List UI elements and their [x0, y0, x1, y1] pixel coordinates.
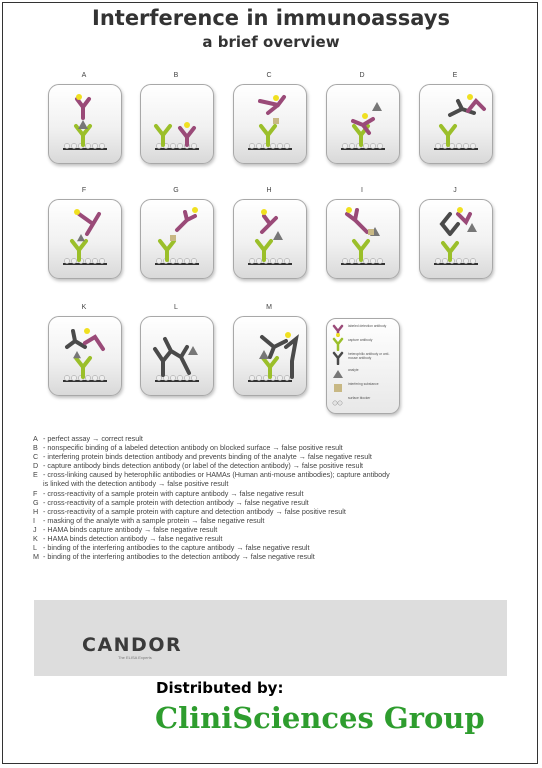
assay-panel [326, 199, 400, 279]
assay-illustration [234, 200, 306, 278]
assay-illustration [49, 200, 121, 278]
legend-item [331, 381, 397, 393]
description-text: - interfering protein binds detection antibody and prevents binding of the analyte → false negative result [43, 452, 372, 462]
distributed-by-label: Distributed by: [156, 679, 284, 697]
legend-item [331, 323, 397, 335]
description-key: F [33, 488, 38, 498]
description-item [33, 534, 513, 543]
panel-label: K [81, 304, 87, 311]
assay-illustration [420, 85, 492, 163]
description-item [33, 525, 513, 534]
panel-label: I [361, 187, 363, 194]
description-text: - cross-reactivity of a sample protein with capture and detection antibody → false positive result [43, 506, 346, 516]
description-item [33, 498, 513, 507]
description-item [33, 543, 513, 552]
assay-illustration [49, 85, 121, 163]
description-text: - binding of the interfering antibodies to the capture antibody → false negative result [43, 543, 310, 553]
assay-panel [140, 84, 214, 164]
description-text: - HAMA binds detection antibody → false negative result [43, 534, 223, 544]
description-key [33, 479, 43, 488]
description-key: K [33, 534, 38, 544]
panel-label: J [453, 187, 457, 194]
heterophilic-antibody-icon [331, 351, 345, 365]
assay-illustration [327, 200, 399, 278]
description-text: - nonspecific binding of a labeled detection antibody on blocked surface → false positive result [43, 443, 343, 453]
description-item [33, 461, 513, 470]
legend-label: interfering substance [348, 382, 379, 386]
legend-item [331, 337, 397, 349]
assay-panel [140, 199, 214, 279]
legend [326, 318, 400, 414]
page-title: Interference in immunoassays [92, 6, 450, 30]
description-key: E [33, 470, 38, 480]
assay-illustration [327, 85, 399, 163]
assay-panel [48, 316, 122, 396]
assay-illustration [49, 317, 121, 395]
assay-panel [326, 84, 400, 164]
legend-item [331, 351, 397, 363]
description-item [33, 507, 513, 516]
legend-label: surface blocker [348, 396, 371, 400]
description-key: M [33, 552, 39, 562]
surface-blocker-icon [331, 396, 345, 408]
description-item [33, 470, 513, 479]
page-subtitle: a brief overview [202, 33, 340, 51]
description-text: is linked with the detection antibody → false positive result [43, 479, 229, 489]
legend-label: heterophilic antibody or anti-mouse antibody [348, 352, 390, 360]
legend-label: analyte [348, 368, 359, 372]
assay-panel [233, 84, 307, 164]
assay-illustration [420, 200, 492, 278]
description-item [33, 552, 513, 561]
assay-illustration [141, 317, 213, 395]
assay-panel [48, 84, 122, 164]
distributor-logo: CliniSciences Group [155, 701, 485, 735]
description-text: - masking of the analyte with a sample protein → false negative result [43, 515, 265, 525]
description-item [33, 443, 513, 452]
assay-panel [419, 199, 493, 279]
description-key: J [33, 524, 37, 534]
panel-label: A [81, 72, 87, 79]
panel-label: E [452, 72, 458, 79]
legend-label: labeled detection antibody [348, 324, 387, 328]
analyte-icon [331, 368, 345, 380]
description-text: - capture antibody binds detection antibody (or label of the detection antibody) → false positive result [43, 461, 364, 471]
capture-antibody-icon [331, 337, 345, 351]
candor-tagline: The ELISA Experts [118, 655, 152, 660]
description-key: A [33, 434, 38, 443]
description-key: G [33, 497, 39, 507]
description-key: D [33, 461, 39, 471]
panel-label: G [173, 187, 179, 194]
description-text: - cross-reactivity of a sample protein with capture antibody → false negative result [43, 488, 304, 498]
description-text: - binding of the interfering antibodies to the detection antibody → false negative result [43, 552, 315, 562]
assay-illustration [234, 85, 306, 163]
description-list [33, 434, 513, 561]
panel-label: C [266, 72, 272, 79]
description-key: I [33, 515, 35, 525]
candor-logo: CANDOR [82, 634, 183, 656]
description-text: - perfect assay → correct result [43, 434, 143, 443]
description-item [33, 452, 513, 461]
legend-item [331, 367, 397, 379]
assay-illustration [141, 85, 213, 163]
panel-label: H [266, 187, 272, 194]
panel-label: D [359, 72, 365, 79]
description-item [33, 479, 513, 488]
panel-label: B [173, 72, 179, 79]
description-text: - HAMA binds capture antibody → false negative result [43, 524, 218, 534]
legend-label: capture antibody [348, 338, 373, 342]
description-key: C [33, 452, 39, 462]
description-item [33, 434, 513, 443]
assay-panel [233, 199, 307, 279]
description-item [33, 516, 513, 525]
panel-label: L [174, 304, 178, 311]
description-text: - cross-linking caused by heterophilic antibodies or HAMAs (Human anti-mouse antibodies); capture antibody [43, 470, 390, 480]
description-item [33, 489, 513, 498]
assay-panel [140, 316, 214, 396]
panel-label: M [266, 304, 272, 311]
interfering-substance-icon [331, 382, 345, 394]
description-key: H [33, 506, 39, 516]
labeled-detection-antibody-icon [331, 323, 345, 337]
assay-illustration [234, 317, 306, 395]
assay-panel [48, 199, 122, 279]
assay-illustration [141, 200, 213, 278]
legend-item [331, 395, 397, 407]
assay-panel [233, 316, 307, 396]
description-text: - cross-reactivity of a sample protein with detection antibody → false negative result [43, 497, 309, 507]
description-key: B [33, 443, 38, 453]
assay-panel [419, 84, 493, 164]
panel-label: F [81, 187, 87, 194]
description-key: L [33, 543, 37, 553]
